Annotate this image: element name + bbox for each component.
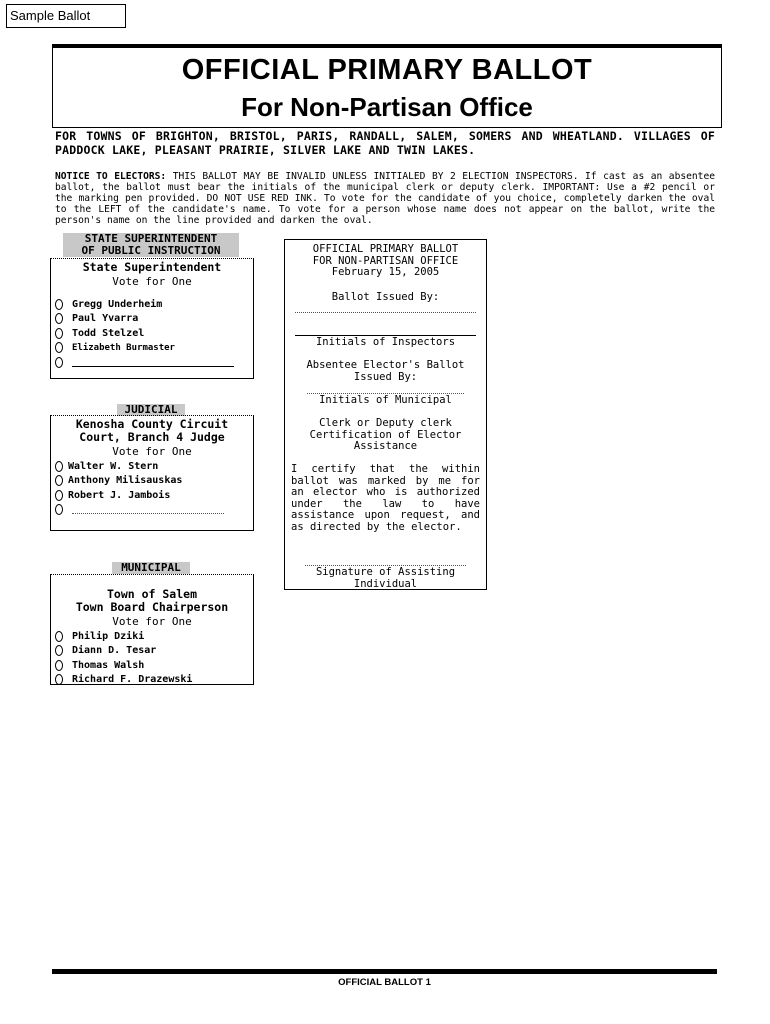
issued-by-line[interactable] — [295, 312, 476, 313]
candidate-name: Richard F. Drazewski — [72, 674, 193, 686]
oval-icon[interactable] — [55, 328, 63, 339]
candidate-option[interactable] — [51, 459, 253, 474]
candidate-list — [51, 459, 253, 517]
section-header-state — [63, 233, 239, 257]
absentee-label — [291, 360, 480, 383]
candidate-name: Gregg Underheim — [72, 298, 163, 310]
office-title-line2: Town Board Chairperson — [75, 600, 229, 614]
issued-by-label: Ballot Issued By: — [331, 291, 440, 303]
vote-for-instruction: Vote for One — [112, 275, 192, 288]
candidate-name: Elizabeth Burmaster — [72, 342, 175, 353]
candidate-option[interactable] — [51, 474, 253, 489]
race-state-superintendent — [50, 258, 254, 379]
notice-to-electors — [55, 171, 715, 226]
vote-for-instruction: Vote for One — [112, 445, 192, 458]
candidate-option[interactable] — [51, 673, 253, 688]
ballot-info-box — [284, 239, 487, 590]
sample-ballot-label: Sample Ballot — [6, 4, 126, 28]
oval-icon[interactable] — [55, 504, 63, 515]
oval-icon[interactable] — [55, 475, 63, 486]
oval-icon[interactable] — [55, 357, 63, 368]
section-header-municipal: MUNICIPAL — [112, 562, 190, 574]
oval-icon[interactable] — [55, 674, 63, 685]
info-line2: FOR NON-PARTISAN OFFICE — [312, 254, 459, 267]
state-header-line2: OF PUBLIC INSTRUCTION — [81, 244, 221, 257]
absentee-line2: Issued By: — [353, 370, 418, 383]
election-date: February 15, 2005 — [331, 266, 440, 279]
candidate-option[interactable] — [51, 629, 253, 644]
candidate-name: Walter W. Stern — [68, 460, 159, 472]
candidate-option[interactable] — [51, 312, 253, 327]
write-in-line[interactable] — [72, 505, 224, 514]
candidate-name: Paul Yvarra — [72, 313, 139, 325]
candidate-list — [51, 297, 253, 370]
municipalities-list: FOR TOWNS OF BRIGHTON, BRISTOL, PARIS, RANDALL, SALEM, SOMERS AND WHEATLAND. VILLAGES OF PADDOCK LAKE, PLEASANT PRAIRIE, SILVER LAKE AND TWIN LAKES. — [55, 129, 715, 157]
write-in-line[interactable] — [72, 358, 234, 367]
assistant-signature-label — [291, 567, 480, 590]
candidate-option[interactable] — [51, 644, 253, 659]
assistance-certification-text: I certify that the within ballot was marked by me for an elector who is authorized under the law to have assistance upon request, and as directed by the elector. — [291, 463, 480, 533]
title-box — [52, 48, 722, 128]
info-line1: OFFICIAL PRIMARY BALLOT — [312, 243, 459, 255]
bottom-rule — [52, 969, 717, 974]
clerk-line3: Assistance — [353, 440, 418, 453]
candidate-option[interactable] — [51, 658, 253, 673]
office-title-line1: Town of Salem — [106, 587, 197, 601]
notice-text: THIS BALLOT MAY BE INVALID UNLESS INITIALED BY 2 ELECTION INSPECTORS. If cast as an absentee ballot, the ballot must bear the initials of the municipal clerk or deputy clerk. IMPORTANT: Use a #2 pencil or the marking pen provided. DO NOT USE RED INK. To vote for the candidate of you choice, completely darken the oval to the LEFT of the candidate's name. To vote for a person whose name does not appear on the ballot, write the person's name on the line provided and darken the oval. — [55, 171, 716, 226]
candidate-name: Philip Dziki — [72, 630, 145, 642]
office-title-line1: Kenosha County Circuit — [75, 417, 229, 431]
candidate-option[interactable] — [51, 297, 253, 312]
clerk-line1: Clerk or Deputy clerk — [319, 417, 452, 429]
oval-icon[interactable] — [55, 313, 63, 324]
oval-icon[interactable] — [55, 631, 63, 642]
ballot-title: OFFICIAL PRIMARY BALLOT — [181, 54, 593, 86]
section-header-judicial: JUDICIAL — [117, 404, 185, 416]
race-town-board-chairperson — [50, 574, 254, 685]
clerk-certification-label — [291, 418, 480, 453]
signature-line2: Individual — [353, 577, 418, 590]
ballot-subtitle: For Non-Partisan Office — [241, 92, 533, 122]
state-header-line1: STATE SUPERINTENDENT — [84, 232, 218, 245]
candidate-option[interactable] — [51, 341, 253, 356]
oval-icon[interactable] — [55, 461, 63, 472]
candidate-list — [51, 629, 253, 687]
candidate-name: Todd Stelzel — [72, 327, 145, 339]
write-in-option[interactable] — [51, 355, 253, 370]
race-circuit-court-judge — [50, 415, 254, 531]
candidate-name: Diann D. Tesar — [72, 645, 157, 657]
candidate-name: Anthony Milisauskas — [68, 475, 183, 487]
clerk-line2: Certification of Elector — [309, 428, 462, 441]
candidate-option[interactable] — [51, 326, 253, 341]
ballot-footer: OFFICIAL BALLOT 1 — [338, 977, 431, 988]
candidate-name: Thomas Walsh — [72, 659, 145, 671]
candidate-name: Robert J. Jambois — [68, 489, 171, 501]
vote-for-instruction: Vote for One — [112, 615, 192, 628]
write-in-option[interactable] — [51, 503, 253, 518]
oval-icon[interactable] — [55, 660, 63, 671]
candidate-option[interactable] — [51, 488, 253, 503]
oval-icon[interactable] — [55, 490, 63, 501]
oval-icon[interactable] — [55, 645, 63, 656]
signature-line1: Signature of Assisting — [315, 566, 456, 578]
absentee-line1: Absentee Elector's Ballot — [306, 359, 465, 371]
office-title: State Superintendent — [82, 260, 222, 274]
inspectors-initials-label: Initials of Inspectors — [315, 336, 456, 348]
info-header — [291, 244, 480, 279]
office-title-line2: Court, Branch 4 Judge — [79, 430, 225, 444]
oval-icon[interactable] — [55, 342, 63, 353]
oval-icon[interactable] — [55, 299, 63, 310]
municipal-initials-label: Initials of Municipal — [319, 394, 452, 406]
notice-label: NOTICE TO ELECTORS: — [55, 171, 167, 182]
